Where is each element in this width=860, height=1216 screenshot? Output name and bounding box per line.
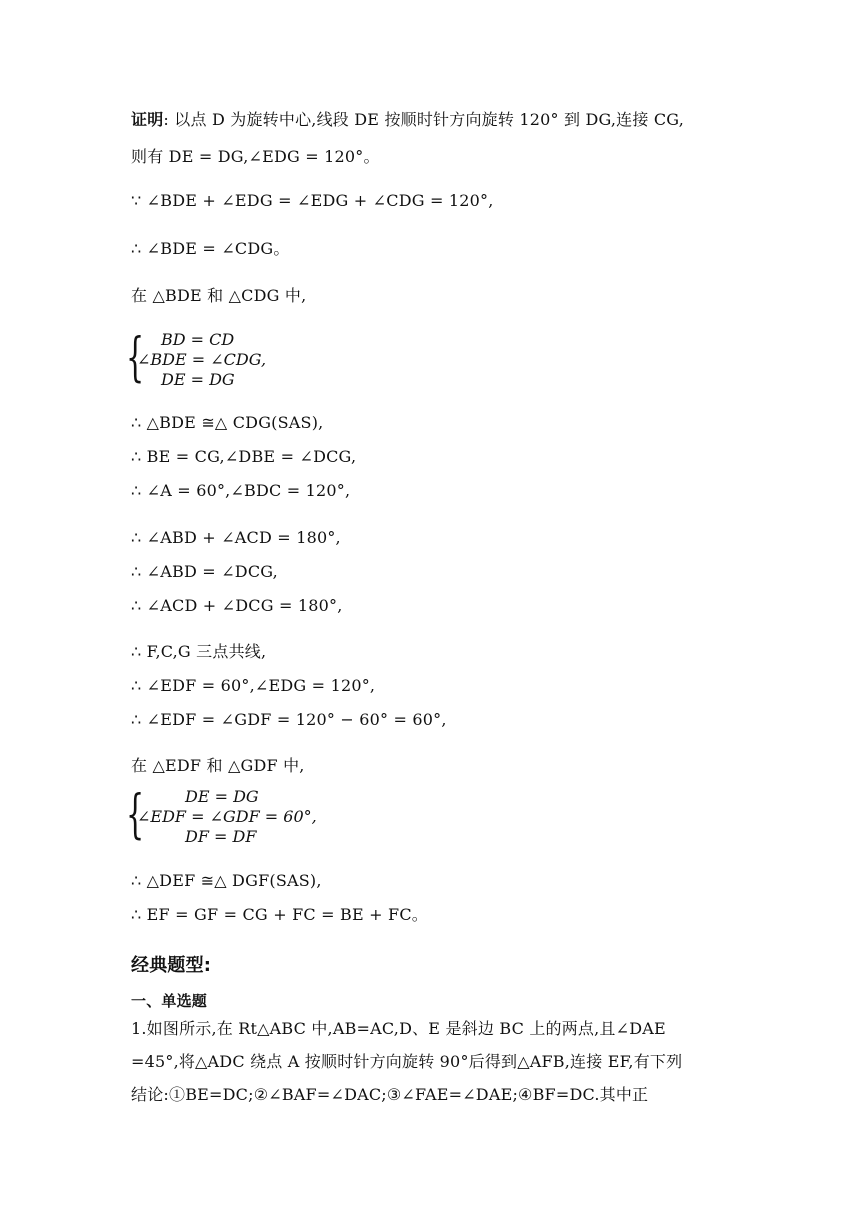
proof-line-1 [131, 109, 684, 131]
proof-line-15: 在 △EDF 和 △GDF 中, [131, 756, 305, 775]
system-2-row-3: DF = DF [185, 827, 257, 846]
system-1-row-2: ∠BDE = ∠CDG, [137, 350, 267, 369]
proof-line-4: ∴ ∠BDE = ∠CDG。 [131, 239, 290, 258]
system-2-row-2: ∠EDF = ∠GDF = 60°, [137, 807, 317, 826]
proof-line-2: 则有 DE = DG,∠EDG = 120°。 [131, 147, 380, 166]
system-2-row-1: DE = DG [185, 787, 259, 806]
section-subheading: 一、单选题 [131, 992, 208, 1010]
proof-line-5: 在 △BDE 和 △CDG 中, [131, 286, 307, 305]
proof-line-6: ∴ △BDE ≅△ CDG(SAS), [131, 413, 324, 432]
system-1-row-3: DE = DG [161, 370, 235, 389]
proof-label: 证明 [131, 110, 164, 129]
proof-line-3: ∵ ∠BDE + ∠EDG = ∠EDG + ∠CDG = 120°, [131, 191, 494, 210]
question-1-line-3: 结论:①BE=DC;②∠BAF=∠DAC;③∠FAE=∠DAE;④BF=DC.其中正 [131, 1085, 649, 1104]
proof-line-9: ∴ ∠ABD + ∠ACD = 180°, [131, 528, 341, 547]
proof-line-11: ∴ ∠ACD + ∠DCG = 180°, [131, 596, 343, 615]
proof-line-10: ∴ ∠ABD = ∠DCG, [131, 562, 278, 581]
question-1-line-2: =45°,将△ADC 绕点 A 按顺时针方向旋转 90°后得到△AFB,连接 EF,有下列 [131, 1052, 683, 1071]
question-1-line-1: 1.如图所示,在 Rt△ABC 中,AB=AC,D、E 是斜边 BC 上的两点,且∠DAE [131, 1019, 666, 1038]
section-heading: 经典题型: [131, 955, 212, 976]
proof-line-8: ∴ ∠A = 60°,∠BDC = 120°, [131, 481, 351, 500]
proof-line-16: ∴ △DEF ≅△ DGF(SAS), [131, 871, 322, 890]
proof-line-14: ∴ ∠EDF = ∠GDF = 120° − 60° = 60°, [131, 710, 447, 729]
system-1-row-1: BD = CD [161, 330, 235, 349]
proof-line-12: ∴ F,C,G 三点共线, [131, 642, 267, 661]
proof-line-7: ∴ BE = CG,∠DBE = ∠DCG, [131, 447, 357, 466]
left-brace-2: { [126, 785, 145, 845]
left-brace-1: { [126, 328, 145, 388]
proof-line-13: ∴ ∠EDF = 60°,∠EDG = 120°, [131, 676, 376, 695]
proof-line-1-text: : 以点 D 为旋转中心,线段 DE 按顺时针方向旋转 120° 到 DG,连接 CG, [163, 110, 684, 129]
proof-line-17: ∴ EF = GF = CG + FC = BE + FC。 [131, 905, 428, 924]
